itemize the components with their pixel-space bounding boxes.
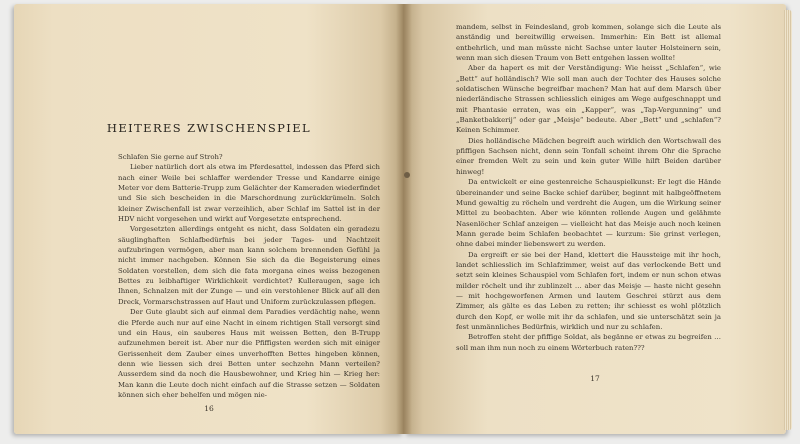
chapter-heading: HEITERES ZWISCHENSPIEL [106,121,312,135]
right-paragraph-1: mandem, selbst in Feindesland, grob kommen, solange sich die Leute als anständig und bereitwillig erweisen. Immerhin: Ein Bett ist allemal entbehrlich, und man müsste nicht Sachse unter lauter Holsteinern sein, wenn man sich diesen Traum von Bett entgehen lassen wollte! [456,23,721,63]
right-paragraph-2: Aber da hapert es mit der Verständigung: Wie heisst „Schlafen“, wie „Bett“ auf holländisch? Wie soll man auch der Tochter des Hauses solche soldatischen Wünsche begreifbar machen? Man hat auf dem Marsch über niederländische Strassen schliesslich einiges am Wege aufgeschnappt und mit Phantasie erraten, was ein „Kapper“, was „Tap-Vergunning“ und „Banketbakkerij“ oder gar „Meisje“ bedeute. Aber „Bett“ und „schlafen“? Keinen Schimmer. [456,64,721,135]
right-paragraph-5: Da ergreift er sie bei der Hand, klettert die Haussteige mit ihr hoch, landet schliesslich im Schlafzimmer, weist auf das verlockende Bett und setzt sein kleines Schauspiel vom Schlafen fort, indem er nun schon etwas milder röchelt und ihr zublinzelt … aber das Meisje — haste nicht gesehn — mit hochgeworfenen Armen und lautem Geschrei stürzt aus dem Zimmer, als gälte es das Leben zu retten; ihr schiesst es wohl plötzlich durch den Kopf, er wolle mit ihr da schlafen, und sie unterschätzt sein ja fest unmännliches Bedürfnis, wirklich und nur zu schlafen. [456,250,721,331]
right-page-text [456,22,721,353]
right-page-number: 17 [590,374,600,383]
left-paragraph-4: Der Gute glaubt sich auf einmal dem Paradies verdächtig nahe, wenn die Pferde auch nur auf eine Nacht in einem richtigen Stall versorgt sind und ein Haus, ein sauberes Haus mit weissen Betten, den B-Trupp aufzunehmen bereit ist. Aber nur die Pfiffigsten werden sich mit einiger Gerissenheit dem Zauber eines unverhofften Bettes hingeben können, denn wie liessen sich drei Betten unter sechzehn Mann verteilen? Ausserdem sind da noch die Hausbewohner, und Krieg hin — Krieg her: Man kann die Leute doch nicht einfach auf die Strasse setzen — Soldaten können sich eher behelfen und mögen nie- [118,308,380,399]
left-paragraph-3: Vorgesetzten allerdings entgeht es nicht, dass Soldaten ein geradezu säuglinghaften Schlafbedürfnis bei jeder Tages- und Nachtzeit aufzubringen vermögen, aber man kann solchem brennenden Gefühl ja nicht immer nachgeben. Können Sie sich da die Begeisterung eines Soldaten vorstellen, dem sich die fata morgana eines weiss bezogenen Bettes zu leibhaftiger Wirklichkeit verdichtet? Kulleraugen, sage ich Ihnen, Schnalzen mit der Zunge — und ein verstohlener Blick auf all den Dreck, Vormarschstrassen auf Haut und Uniform zurückzulassen pflegen. [118,225,380,306]
right-paragraph-6: Betroffen steht der pfiffige Soldat, als begänne er etwas zu begreifen … soll man ihm nun noch zu einem Wörterbuch raten??? [456,333,721,352]
left-page-text [118,152,380,400]
page-edge [784,10,792,430]
right-paragraph-3: Dies holländische Mädchen begreift auch wirklich den Wortschwall des pfiffigen Sachsen nicht, denn sein Tonfall scheint ihrem Ohr die Sprache einer fremden Welt zu sein und kein guter Wille hilft Beiden darüber hinweg! [456,136,721,176]
left-paragraph-1: Schlafen Sie gerne auf Stroh? [118,153,223,161]
left-paragraph-2: Lieber natürlich dort als etwa im Pferdesattel, indessen das Pferd sich nach einer Weile bei schlaffer werdender Tresse und Kandarre einige Meter vor dem Batterie-Trupp zum Gelächter der Kameraden wiederfindet und Sie sich bescheiden in die Marschordnung zurückkrümeln. Solch kleiner Zwischenfall ist zwar verzeihlich, aber Schlaf im Sattel ist in der HDV nicht vorgesehen und wirkt auf Vorgesetzte entsprechend. [118,163,380,224]
right-paragraph-4: Da entwickelt er eine gestenreiche Schauspielkunst: Er legt die Hände übereinander und seine Backe schief darüber, beginnt mit halbgeöffnetem Mund gewaltig zu röcheln und verdreht die Augen, um die Wirkung seiner Mittel zu beobachten. Aber wie könnten rollende Augen und gelähmte Nasenlöcher Schlaf anzeigen — vielleicht hat das Meisje auch noch keinen Mann gerade beim Schlafen beobachtet — kurzum: Sie grinst verlegen, ohne dabei minder liebenswert zu werden. [456,178,721,249]
book-spine [396,4,412,434]
left-page-number: 16 [204,404,214,413]
left-page [14,4,404,434]
binding-hole [404,172,410,178]
